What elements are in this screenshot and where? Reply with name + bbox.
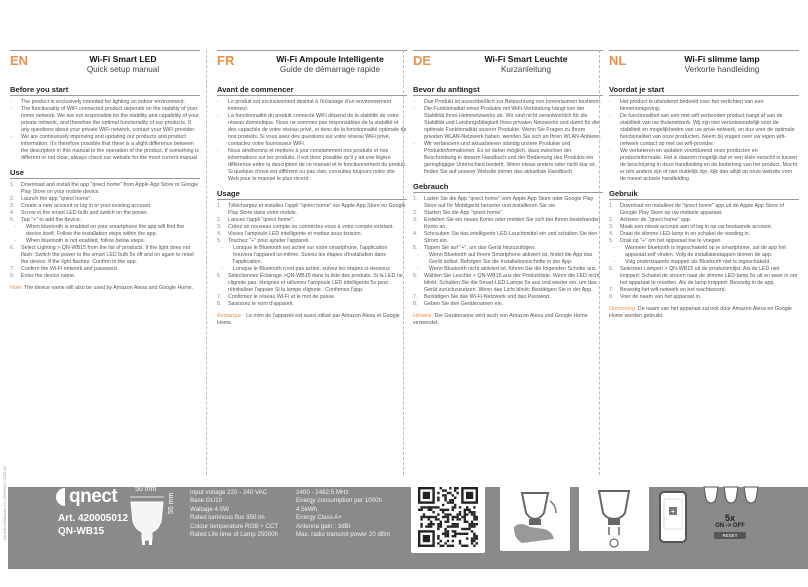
spec-line: Antenna gain : 3dBi <box>296 522 351 530</box>
step-marker: 5. <box>609 238 614 244</box>
step-text: Maak een nieuw account aan of log in op uw bestaande account. <box>620 224 773 230</box>
step-marker: 5. <box>217 238 222 244</box>
note-text: Le nom de l'appareil est aussi utilisé par Amazon Alexa et Google Home. <box>217 313 400 326</box>
step-text: Druk op "+" om het apparaat toe te voegen. <box>620 238 722 244</box>
step-item <box>609 294 799 301</box>
column-nl <box>609 50 799 320</box>
step-item <box>10 245 200 266</box>
before-heading: Avant de commencer <box>217 85 407 96</box>
bullet: - <box>10 99 12 105</box>
note-label: Note: <box>10 285 23 291</box>
before-heading: Bevor du anfängst <box>413 85 603 96</box>
install-bulb-tile <box>500 483 570 551</box>
bullet: - <box>10 106 12 112</box>
spec-line: Colour temperature RGB + CCT <box>190 522 279 530</box>
reset-sequence: ON -> OFF <box>715 523 745 529</box>
column-header <box>609 50 799 79</box>
column-de <box>413 50 603 327</box>
step-item <box>10 210 200 217</box>
step-marker: 3. <box>10 203 15 209</box>
bullet: - <box>609 99 611 105</box>
list-item <box>413 141 603 176</box>
language-code: NL <box>609 53 627 68</box>
step-item <box>413 266 603 273</box>
step-item <box>413 217 603 231</box>
before-list <box>609 99 799 183</box>
side-print: QN-WB15-MANUAL-V1 / 420005012 / 2020-02 <box>3 466 7 540</box>
power-on-tile <box>579 483 649 551</box>
bulb-icon <box>128 496 166 546</box>
step-marker: - <box>613 259 615 265</box>
svg-text:+: + <box>670 507 676 516</box>
qnect-logo <box>56 486 117 508</box>
step-text: When bluetooth is enabled on your smartphone the app will find the device itself. Follow the installation steps within the app. <box>26 224 185 237</box>
spec-line: Input voltage 220 - 240 VAC <box>190 489 268 496</box>
step-text: Wenn Bluetooth nicht aktiviert ist, führen Sie die folgenden Schritte aus. <box>429 266 598 272</box>
step-text: Enter the device name. <box>21 273 76 279</box>
step-item <box>609 231 799 238</box>
bulb-width-label: 50 mm <box>135 486 157 493</box>
bullet: - <box>10 134 12 140</box>
note <box>10 285 200 292</box>
step-item <box>413 245 603 252</box>
spec-line: Rated luminous flux 350 lm <box>190 514 265 522</box>
qr-code-icon <box>411 481 485 553</box>
item-text: Das Produkt ist ausschließlich zur Beleuchtung von Innenräumen bestimmt. <box>424 99 602 105</box>
bulb-power-icon <box>579 483 649 551</box>
step-text: Geben Sie den Gerätenamen ein. <box>424 301 504 307</box>
step-item <box>10 266 200 273</box>
bullet: - <box>217 99 219 105</box>
step-text: Draai de slimme LED-lamp in en schakel de voeding in. <box>620 231 751 237</box>
note <box>609 306 799 320</box>
list-item <box>609 99 799 113</box>
step-text: Laden Sie die App "qnect home" vom Apple App Store oder Google Play Store auf Ihr Mobilgerät herunter und installieren Sie sie. <box>424 196 594 209</box>
bulb-height-label: 55 mm <box>168 492 175 514</box>
step-text: Bestätigen Sie das Wi-Fi-Netzwerk und das Passwort. <box>424 294 551 300</box>
step-marker: 4. <box>609 231 614 237</box>
step-item <box>413 210 603 217</box>
note-label: Hinweis: <box>413 313 434 319</box>
item-text: The functionality of WiFi connected product depends on the stability of your home network. We are not responsible for the stability and capability of your private network, and therefore the optimal functionality of our products. If any questions about your private WiFi network, contact your WiFi provider. <box>21 106 199 133</box>
step-item <box>10 182 200 196</box>
qr-code-tile <box>411 481 485 553</box>
step-marker: 5. <box>413 245 418 251</box>
step-marker: 2. <box>413 210 418 216</box>
specs-left <box>190 489 278 539</box>
step-text: Téléchargez et installez l'appli "qnect home" sur Apple App Store ou Google Play Store dans votre mobile. <box>228 203 406 216</box>
step-marker: 8. <box>10 273 15 279</box>
step-text: Starten Sie die App "qnect home". <box>424 210 504 216</box>
step-text: Créez un nouveau compte ou connectez-vous à votre compte existant. <box>228 224 394 230</box>
step-marker: 7. <box>413 294 418 300</box>
item-text: Nous améliorons et mettons à jour constamment nos produits et nos informations sur les produits. Il est donc possible qu'il y ait une légère différence entre la description de ce manuel et le fonctionnement du produit. Si quelque chose est différent ou pas clair, consultez toujours notre site Web pour le manuel le plus récent <box>228 148 407 182</box>
step-text: Voer de naam van het apparaat in. <box>620 294 702 300</box>
use-heading: Gebrauch <box>413 182 603 193</box>
language-code: DE <box>413 53 432 68</box>
step-item <box>217 273 407 294</box>
column-subtitle: Quick setup manual <box>86 65 160 74</box>
item-text: La fonctionnalité du produit connecté WiFi dépend de la stabilité de votre réseau domestique. Nous ne sommes pas responsables de la stabilité et des capacités de votre réseau privé, et donc de la fonctionnalité optimale de nos produits. Si vous avez des questions sur votre réseau WiFi privé, contactez votre fournisseur WiFi. <box>228 113 407 147</box>
reset-tile <box>700 485 760 545</box>
reset-badge: RESET <box>714 532 746 539</box>
step-text: Download en installeer de "qnect home" app uit de Apple App Store of Google Play Store op uw mobiele apparaat. <box>620 203 784 216</box>
step-text: Wanneer bluetooth is ingeschakeld op je smartphone, zal de app het apparaat zelf vinden. Volg de installatiestappen binnen de app. <box>625 245 786 258</box>
column-title: Wi-Fi Ampoule Intelligente <box>276 54 384 64</box>
step-item <box>217 301 407 308</box>
step-text: Activeer de "qnect home" app. <box>620 217 692 223</box>
step-text: Erstellen Sie ein neues Konto oder melden Sie sich bei Ihrem bestehenden Konto an. <box>424 217 601 230</box>
step-marker: - <box>613 245 615 251</box>
step-marker: 3. <box>217 224 222 230</box>
step-text: Touchez "+" pour ajouter l'appareil. <box>228 238 310 244</box>
list-item <box>10 106 200 134</box>
step-item <box>609 203 799 217</box>
smartphone-icon <box>658 491 688 543</box>
list-item <box>609 148 799 183</box>
article-number: Art. 420005012 <box>58 513 129 524</box>
step-marker: 6. <box>10 245 15 251</box>
step-text: Wenn Bluetooth auf Ihrem Smartphone aktiviert ist, findet die App das Gerät selbst. Befolgen Sie die Installationsschritte in der App. <box>429 252 593 265</box>
step-text: Volg onderstaande stappen als Bluetooth niet is ingeschakeld. <box>625 259 771 265</box>
step-text: Saisissez le nom d'appareil. <box>228 301 294 307</box>
item-text: Het product is uitsluitend bedoeld voor het verlichten van een binnenomgeving. <box>620 99 764 112</box>
step-item <box>413 294 603 301</box>
step-text: Schrauben Sie das intelligente LED-Leuchtmittel ein und schalten Sie den Strom ein. <box>424 231 598 244</box>
step-text: Download and install the app "qnect home" from Apple App Store or Google Play Store on your mobile device. <box>21 182 199 195</box>
language-code: EN <box>10 53 29 68</box>
step-item <box>217 231 407 238</box>
step-marker: 1. <box>413 196 418 202</box>
step-item <box>217 224 407 231</box>
step-marker: 1. <box>10 182 15 188</box>
spec-line: Base GU10 <box>190 497 222 505</box>
before-heading: Before you start <box>10 85 200 96</box>
item-text: We verbeteren en updaten voortdurend onze producten en productinformatie. Het is daarom mogelijk dat er een klein verschil is tussen de beschrijving in deze handleiding en de bediening van het product. Mocht er iets anders zijn of niet duidelijk zijn, kijk dan altijd op onze website voor de meest actuele handleiding <box>620 148 798 182</box>
step-text: Create a new account or log in to your existing account. <box>21 203 152 209</box>
step-marker: 6. <box>609 266 614 272</box>
step-item <box>10 196 200 203</box>
item-text: The product is exclusively intended for lighting an indoor environment. <box>21 99 186 105</box>
spec-line: 4.5kWh <box>296 505 317 513</box>
step-item <box>609 224 799 231</box>
step-marker: 5. <box>10 217 15 223</box>
bullet: - <box>609 148 611 154</box>
step-item <box>217 238 407 245</box>
spec-line: 2400 - 2482.5 MHz <box>296 489 349 496</box>
list-item <box>609 113 799 148</box>
spec-line: Rated Life time of Lamp 25000h <box>190 531 279 539</box>
list-item <box>217 148 407 183</box>
use-list <box>413 196 603 308</box>
step-marker: - <box>417 266 419 272</box>
before-list <box>413 99 603 176</box>
item-text: Le produit est exclusivement destiné à l'éclairage d'un environnement intérieur. <box>228 99 392 112</box>
step-marker: 2. <box>217 217 222 223</box>
bullet: - <box>609 113 611 119</box>
spec-line: Max. radio transmit power 20 dBm <box>296 531 391 539</box>
step-item <box>10 217 200 224</box>
step-item <box>413 273 603 294</box>
step-text: Select Lighting > QN-WB15 from the list of products. If the light does not flash: Switch the power to the smart LED bulb 5x off and on again to reset the device. If the light flashes: Confirm in the app. <box>21 245 194 265</box>
step-marker: 7. <box>217 294 222 300</box>
list-item <box>10 134 200 162</box>
step-item <box>10 238 200 245</box>
step-marker: 3. <box>413 217 418 223</box>
step-item <box>609 287 799 294</box>
column-subtitle: Kurzanleitung <box>500 65 552 74</box>
column-header <box>10 50 200 79</box>
step-item <box>413 231 603 245</box>
spec-line: Energy consumption per 1000h <box>296 497 382 505</box>
column-fr <box>217 50 407 327</box>
list-item <box>413 99 603 106</box>
step-item <box>413 252 603 266</box>
item-text: Die Funktionalität eines Produkts mit WiFi-Verbindung hängt von der Stabilität Ihres Heimnetzwerks ab. Wir sind nicht verantwortlich für die Stabilität und Leistungsfähigkeit Ihres privaten Netzwerks und damit für die optimale Funktionalität unserer Produkte. Wenn Sie Fragen zu Ihrem privaten WLAN-Netzwerk haben, wenden Sie sich an Ihren WLAN-Anbieter. <box>424 106 602 140</box>
step-marker: 4. <box>413 231 418 237</box>
step-marker: 6. <box>413 273 418 279</box>
use-list <box>10 182 200 280</box>
step-marker: - <box>221 266 223 272</box>
bullet: - <box>413 141 415 147</box>
hand-screw-bulb-icon <box>500 483 570 551</box>
use-heading: Gebruik <box>609 189 799 200</box>
step-marker: 3. <box>609 224 614 230</box>
step-marker: 7. <box>10 266 15 272</box>
list-item <box>217 113 407 148</box>
use-list <box>609 203 799 301</box>
step-item <box>217 217 407 224</box>
spec-line: Wattage 4.5W <box>190 505 229 513</box>
step-text: Lorsque le Bluetooth est activé sur votre smartphone, l'application trouvera l'appareil lui-même. Suivez les étapes d'installation dans l'application. <box>233 245 388 265</box>
column-divider <box>403 50 404 475</box>
bullet: - <box>217 113 219 119</box>
use-heading: Usage <box>217 189 407 200</box>
step-marker: 2. <box>609 217 614 223</box>
step-item <box>609 217 799 224</box>
step-marker: 4. <box>217 231 222 237</box>
use-list <box>217 203 407 308</box>
item-text: De functionaliteit van een met wifi verbonden product hangt af van de stabiliteit van uw thuisnetwerk. Wij zijn niet verantwoordelijk voor de stabiliteit en mogelijkheden van uw privé-netwerk, en dus voor de optimale functionaliteit van onze producten. Neem bij vragen over uw eigen wifi-netwerk contact op met uw wifi-provider. <box>620 113 795 147</box>
step-marker: 2. <box>10 196 15 202</box>
note-text: De naam van het apparaat zal ook door Amazon Alexa en Google Home worden gebruikt. <box>609 306 792 319</box>
item-text: Wir verbessern und aktualisieren ständig unsere Produkte und Produktinformationen. Es ist daher möglich, dass zwischen der Beschreibung in diesem Handbuch und der Bedienung des Produkts ein geringfügiger Unterschied besteht. Wenn etwas anders oder nicht klar ist, finden Sie auf unserer Website immer das aktuellste Handbuch <box>424 141 597 175</box>
step-marker: - <box>221 245 223 251</box>
item-text: We are continuously improving and updating our products and product information. It's therefore possible that there is a slight difference between the description in this manual to the operation of the product. If something is different or not clear, always check our website for the most current manual <box>21 134 199 161</box>
note-label: Opmerking: <box>609 306 637 312</box>
column-divider <box>599 50 600 475</box>
app-add-device-tile <box>658 491 688 543</box>
column-title: Wi-Fi Smart LED <box>89 54 157 64</box>
step-text: Launch the app "qnect home". <box>21 196 92 202</box>
column-title: Wi-Fi slimme lamp <box>684 54 760 64</box>
step-marker: 7. <box>609 287 614 293</box>
step-item <box>10 203 200 210</box>
step-text: Confirm the Wi-Fi network and password. <box>21 266 119 272</box>
step-marker: - <box>417 252 419 258</box>
step-marker: 8. <box>413 301 418 307</box>
column-title: Wi-Fi Smart Leuchte <box>484 54 568 64</box>
step-text: Selecteer Lampen > QN-WB15 uit de productenlijst. Als de LED niet knippert: Schakel de stroom naar de slimme LED-lamp 5x uit en weer in om het apparaat te resetten. Als de lamp knippert: Bevestig in de app. <box>620 266 798 286</box>
column-header <box>413 50 603 79</box>
before-heading: Voordat je start <box>609 85 799 96</box>
use-heading: Use <box>10 168 200 179</box>
list-item <box>413 106 603 141</box>
list-item <box>217 99 407 113</box>
step-text: When bluetooth is not enabled, follow below steps. <box>26 238 145 244</box>
step-item <box>609 259 799 266</box>
step-item <box>10 273 200 280</box>
note <box>413 313 603 327</box>
step-text: Bevestig het wifi-netwerk en het wachtwoord. <box>620 287 726 293</box>
bullet: - <box>413 99 415 105</box>
model-number: QN-WB15 <box>58 526 105 537</box>
step-text: Sélectionnez Éclairage >QN-WB15 dans la liste des produits. Si la LED ne clignote pas: éteignez et rallumez l'ampoule LED intelligente 5x pour réinitialiser l'appare Si la lampe clignote : Confirmez l'app. <box>228 273 403 293</box>
step-text: Confirmez le réseau Wi-Fi et le mot de passe. <box>228 294 336 300</box>
step-marker: - <box>14 238 16 244</box>
note-label: Remarque : <box>217 313 245 319</box>
column-en <box>10 50 200 292</box>
note-text: The device name will also be used by Amazon Alexa and Google Home. <box>22 285 194 291</box>
language-code: FR <box>217 53 235 68</box>
column-divider <box>206 50 207 475</box>
step-marker: 8. <box>217 301 222 307</box>
column-header <box>217 50 407 79</box>
step-item <box>217 245 407 266</box>
bullet: - <box>217 148 219 154</box>
step-item <box>217 266 407 273</box>
note <box>217 313 407 327</box>
step-text: Lancez l'appli "qnect home". <box>228 217 295 223</box>
step-marker: 1. <box>217 203 222 209</box>
step-marker: 8. <box>609 294 614 300</box>
list-item <box>10 99 200 106</box>
step-item <box>609 245 799 259</box>
step-text: Tippen Sie auf "+", um das Gerät hinzuzufügen. <box>424 245 536 251</box>
before-list <box>10 99 200 162</box>
note-text: Der Gerätename wird auch von Amazon Alexa und Google Home verwendet. <box>413 313 588 326</box>
step-marker: - <box>14 224 16 230</box>
before-list <box>217 99 407 183</box>
step-item <box>413 196 603 210</box>
step-text: Tap "+" to add the device. <box>21 217 82 223</box>
step-text: Screw in the smart LED bulb and switch on the power. <box>21 210 148 216</box>
step-item <box>609 266 799 287</box>
spec-line: Energy Class A+ <box>296 514 342 522</box>
step-item <box>10 224 200 238</box>
specs-right <box>296 489 390 539</box>
step-text: Vissez l'ampoule LED intelligente et mettez sous tension. <box>228 231 362 237</box>
logo-text: qnect <box>69 486 118 507</box>
step-marker: 1. <box>609 203 614 209</box>
bullet: - <box>413 106 415 112</box>
step-item <box>217 294 407 301</box>
column-subtitle: Guide de démarrage rapide <box>279 65 381 74</box>
step-item <box>217 203 407 217</box>
column-subtitle: Verkorte handleiding <box>684 65 760 74</box>
step-item <box>413 301 603 308</box>
step-text: Wählen Sie Leuchte > QN-WB15 aus der Produktliste. Wenn die LED nicht blinkt: Schalten Sie die Smart-LED-Lampe 5x aus und wieder ein, um das Gerät zurückzusetzen. Wenn das Licht blinkt: Bestätigen Sie in der App. <box>424 273 600 293</box>
step-item <box>609 238 799 245</box>
step-marker: 4. <box>10 210 15 216</box>
step-marker: 6. <box>217 273 222 279</box>
reset-count: 5x <box>724 513 735 523</box>
reset-bulbs-icon <box>700 485 760 513</box>
step-text: Lorsque le Bluetooth n'est pas activé, suivez les étapes ci-dessous <box>233 266 390 272</box>
